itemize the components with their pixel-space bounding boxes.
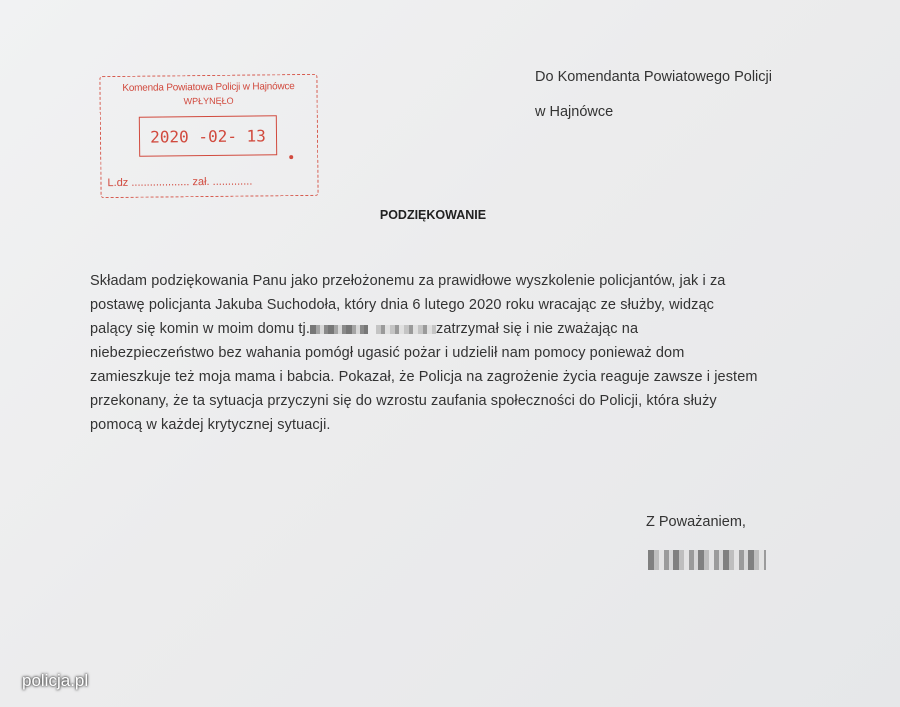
stamp-footer: L.dz ................... zał. ............. xyxy=(107,175,253,190)
redacted-address-block xyxy=(376,325,436,334)
body-line-7: pomocą w każdej krytycznej sytuacji. xyxy=(90,417,331,433)
body-line-4: niebezpieczeństwo bez wahania pomógł ugasić pożar i udzielił nam pomocy ponieważ dom xyxy=(90,345,685,361)
redacted-address-block xyxy=(310,325,368,334)
body-line-3-end: zatrzymał się i nie zważając na xyxy=(435,321,639,337)
body-line-6: przekonany, że ta sytuacja przyczyni się do wzrostu zaufania społeczności do Policji, która służy xyxy=(90,393,717,409)
letter-heading: PODZIĘKOWANIE xyxy=(379,208,487,222)
body-line-5: zamieszkuje też moja mama i babcia. Pokazał, że Policja na zagrożenie życia reaguje zawsze i jestem xyxy=(90,369,758,385)
stamp-dot xyxy=(289,155,293,159)
body-line-1: Składam podziękowania Panu jako przełożonemu za prawidłowe wyszkolenie policjantów, jak i za xyxy=(90,273,726,289)
body-line-3-start: palący się komin w moim domu tj. xyxy=(90,321,310,337)
closing-salutation: Z Poważaniem, xyxy=(646,514,746,530)
redacted-signature xyxy=(648,550,766,570)
body-line-2: postawę policjanta Jakuba Suchodoła, który dnia 6 lutego 2020 roku wracając ze służby, widząc xyxy=(90,297,715,313)
stamp-received-label: WPŁYNĘŁO xyxy=(183,95,234,107)
received-stamp xyxy=(99,74,318,198)
recipient-line-1: Do Komendanta Powiatowego Policji xyxy=(535,69,772,85)
stamp-office-name: Komenda Powiatowa Policji w Hajnówce xyxy=(122,81,295,94)
body-line-3 xyxy=(90,321,638,337)
watermark: policja.pl xyxy=(22,671,89,690)
recipient-line-2: w Hajnówce xyxy=(535,104,614,120)
stamp-date: 2020 -02- 13 xyxy=(139,115,277,156)
